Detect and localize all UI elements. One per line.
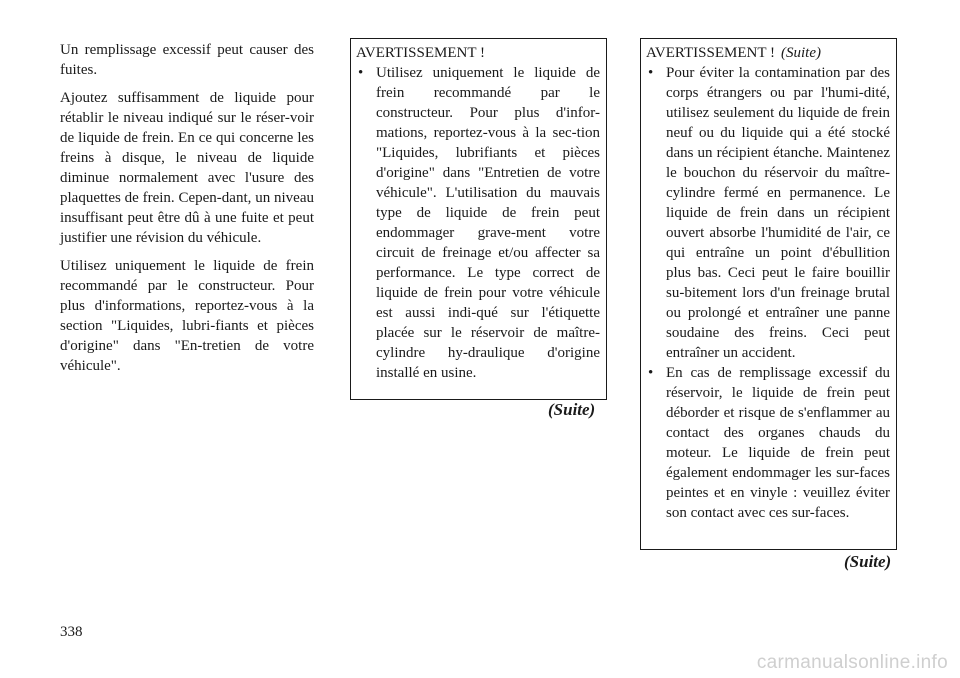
warning-title — [646, 43, 890, 63]
left-text-column — [60, 40, 314, 384]
paragraph-fluid-level: Ajoutez suffisamment de liquide pour rétablir le niveau indiqué sur le réser-voir de liquide de frein. En ce qui concerne les freins à disque, le niveau de liquide diminue normalement avec l'usure des plaquettes de frein. Cepen-dant, un niveau insuffisant peut être dû à une fuite et peut justifier une révision du véhicule. — [60, 90, 314, 246]
bullet-icon: • — [648, 365, 654, 381]
bullet-icon: • — [648, 65, 654, 81]
warning-title: AVERTISSEMENT ! — [356, 45, 485, 61]
continued-label: (Suite) — [844, 552, 892, 571]
warning-bullet-text: En cas de remplissage excessif du réservoir, le liquide de frein peut déborder et risque de s'enflammer au contact des organes chauds du moteur. Le liquide de frein peut également endommager les sur-faces peintes et en vinyle : veuillez éviter son contact avec ces sur-faces. — [666, 365, 890, 521]
warning-bullet-text: Utilisez uniquement le liquide de frein recommandé par le constructeur. Pour plus d'infor-mations, reportez-vous à la sec-tion "Liquides, lubrifiants et pièces d'origine" dans "Entretien de votre véhicule". L'utilisation du mauvais type de liquide de frein peut endommager grave-ment votre circuit de freinage et/ou affecter sa performance. Le type correct de liquide de frein pour votre véhicule est aussi indi-qué sur l'étiquette placée sur le réservoir de maître-cylindre hy-draulique d'origine installé en usine. — [376, 65, 600, 381]
watermark: carmanualsonline.info — [756, 652, 948, 673]
paragraph-overfill: Un remplissage excessif peut causer des fuites. — [60, 42, 314, 78]
warning-bullet — [356, 63, 600, 383]
warning-box-2 — [640, 38, 897, 550]
bullet-icon: • — [358, 65, 364, 81]
warning-title-text: AVERTISSEMENT ! — [646, 45, 775, 61]
paragraph-recommended-fluid: Utilisez uniquement le liquide de frein recommandé par le constructeur. Pour plus d'informations, reportez-vous à la section "Liquides, lubri-fiants et pièces d'origine" dans "En-tretien de votre véhicule". — [60, 258, 314, 374]
continued-label: (Suite) — [548, 400, 596, 419]
warning-box-1 — [350, 38, 607, 400]
warning-bullet — [646, 63, 890, 363]
warning-title-continued: (Suite) — [780, 45, 821, 61]
warning-bullet-text: Pour éviter la contamination par des corps étrangers ou par l'humi-dité, utilisez seulement du liquide de frein neuf ou du liquide qui a été stocké dans un récipient étanche. Maintenez le bouchon du réservoir du maître-cylindre fermé en permanence. Le liquide de frein dans un récipient ouvert absorbe l'humidité de l'air, ce qui entraîne un point d'ébullition plus bas. Ceci peut le faire bouillir su-bitement lors d'un freinage brutal ou prolongé et entraîner une panne soudaine des freins. Ceci peut entraîner un accident. — [666, 65, 890, 361]
warning-bullet — [646, 363, 890, 523]
page-number: 338 — [60, 624, 83, 640]
